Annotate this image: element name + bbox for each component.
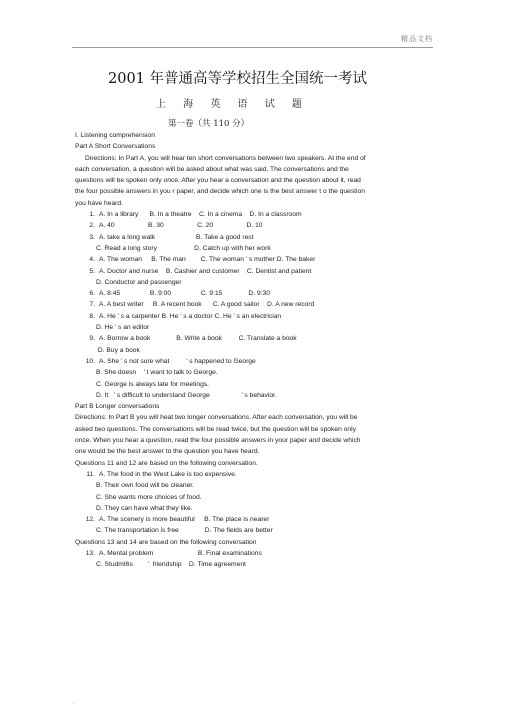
part-b-questions-1 (75, 469, 431, 537)
part-a-label: Part A Short Conversations (75, 143, 156, 151)
directions-line: once. When you hear a question, read the four possible answers in your paper and decide which (75, 437, 361, 445)
answer-options: D. It ’ s difficult to understand George ’ s behavior. (96, 391, 277, 399)
part-b-questions-2 (75, 548, 431, 571)
answer-options: D. Buy a book (96, 346, 140, 354)
answer-options: A. 40 B. 30 C. 20 D. 10 (99, 222, 263, 230)
answer-options: C. Studmt6s ’ friendship D. Time agreement (96, 561, 246, 569)
question-number: 1. (89, 211, 95, 219)
question-number: 7. (89, 301, 95, 309)
answer-options: D. They can have what they like. (96, 504, 193, 512)
directions-line: you have heard. (75, 199, 123, 207)
question-row (75, 299, 431, 310)
directions-line: the four possible answers in you r paper, and decide which one is the best answer t o the question (75, 188, 365, 196)
question-row (75, 469, 431, 480)
question-number: 11. (86, 470, 95, 478)
answer-options: A. The woman B. The man C. The woman ’ s mother D. The baker (99, 256, 316, 264)
question-number: 4. (89, 256, 95, 264)
question-number: 13. (85, 549, 95, 557)
question-row (75, 514, 431, 525)
question-row (75, 266, 431, 277)
question-row (75, 254, 431, 265)
question-number: 3. (89, 233, 95, 241)
directions-line: questions will be spoken only once. After you hear a conversation and the question about it, read (75, 177, 361, 185)
exam-subtitle: 上 海 英 语 试 题 (156, 99, 309, 110)
answer-options: A. 8:45 B. 9:00 C. 9:15 D. 9:30 (99, 290, 270, 298)
directions-line: Directions: In Part B you will heat two longer conversations. After each conversation, you will be (75, 414, 358, 422)
answer-options: D. He ’ s an editor (96, 324, 150, 332)
question-row (75, 356, 431, 367)
answer-options: A. The food in the West Lake is too expensive. (99, 470, 237, 478)
question-number: 5. (89, 267, 95, 275)
part-a-directions (75, 153, 431, 209)
exam-body (75, 130, 431, 571)
section-heading: 第一卷（共 110 分） (168, 119, 250, 129)
answer-options: C. She wants more choices of food. (96, 493, 202, 501)
answer-options: A. take a long walk B. Take a good rest (99, 233, 254, 241)
question-row (75, 209, 431, 220)
answer-options: A. The scenery is more beautiful B. The place is nearer (99, 516, 270, 524)
answer-options: A. In a library B. In a theatre C. In a cinema D. In a classroom (99, 211, 302, 219)
answer-options: A. She ’ s not sure what ’ s happened to George (99, 357, 256, 365)
question-number: 2. (89, 222, 95, 230)
question-row (75, 311, 431, 322)
answer-options: C. Read a long story D. Catch up with her work (96, 244, 271, 252)
directions-line: Directions: In Part A, you will hear ten short conversations between two speakers. At the end of (85, 154, 366, 162)
answer-options: D. Conductor and passenger (96, 278, 182, 286)
answer-options: A. Borrow a book B. Write a book C. Translate a book (99, 335, 297, 343)
part-b-intro-2: Questions 13 and 14 are based on the following conversation (75, 538, 257, 546)
part-b-directions (75, 412, 431, 457)
directions-line: one would be the best answer to the question you have heard. (75, 448, 260, 456)
question-row (75, 333, 431, 344)
answer-options: C. The transportation is free D. The fields are better (96, 527, 273, 535)
question-number: 10. (85, 357, 95, 365)
part-b-label: Part B Longer conversations (75, 403, 160, 411)
answer-options: A. A best writer B. A recent book C. A good sailor D. A new record (99, 301, 315, 309)
part-heading: I. Listening comprehension (75, 132, 155, 139)
header-tag: 精品文档 (401, 35, 433, 43)
question-row (75, 220, 431, 231)
answer-options: B. Their own food will be cleaner. (96, 482, 195, 490)
question-row (75, 548, 431, 559)
answer-options: A. Mental problem B. Final examinations (99, 549, 262, 557)
answer-options: A. Doctor and nurse B. Cashier and customer C. Dentist and patient (99, 267, 312, 275)
question-number: 12. (85, 516, 95, 524)
question-row (75, 232, 431, 243)
part-a-questions (75, 209, 431, 401)
footer-mark: . (72, 700, 74, 706)
answer-options: A. He ’ s a carpenter B. He ’ s a doctor C. He ’ s an electrician (99, 312, 282, 320)
question-number: 6. (89, 290, 95, 298)
directions-line: each conversation, a question will be asked about what was said. The conversations and the (75, 165, 349, 173)
question-number: 9. (89, 335, 95, 343)
question-row (75, 288, 431, 299)
part-b-intro-1: Questions 11 and 12 are based on the following conversation. (75, 459, 258, 467)
exam-title: 2001 年普通高等学校招生全国统一考试 (108, 71, 368, 87)
answer-options: B. She doesn ’ t want to talk to George. (96, 369, 218, 377)
answer-options: C. George is always late for meetings. (96, 380, 209, 388)
header-rule (72, 47, 433, 48)
question-number: 8. (89, 312, 95, 320)
directions-line: asked two questions. The conversations will be read twice, but the question will be spoken only (75, 425, 356, 433)
